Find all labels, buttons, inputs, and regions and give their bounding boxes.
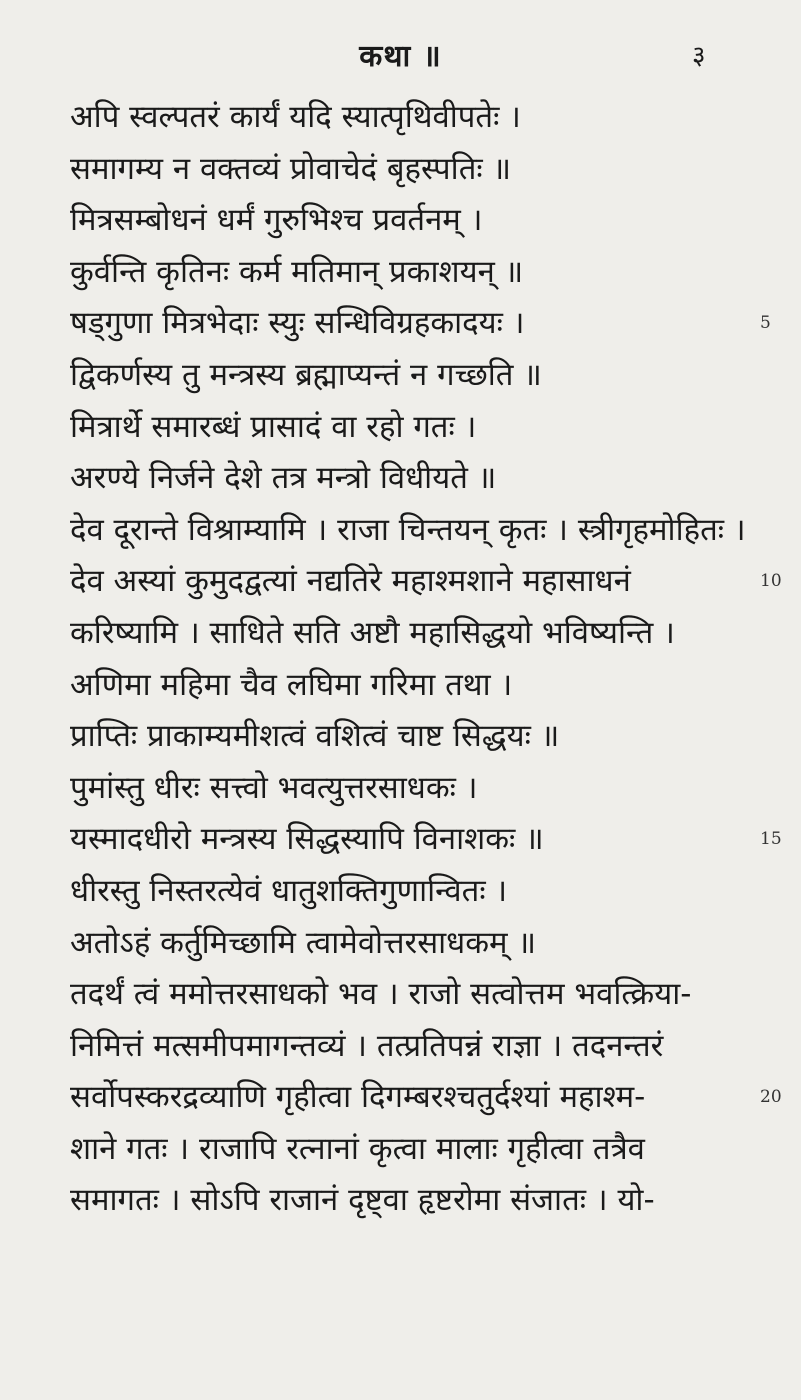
text-line: कुर्वन्ति कृतिनः कर्म मतिमान् प्रकाशयन् ॥ xyxy=(70,253,524,290)
text-line: पुमांस्तु धीरः सत्त्वो भवत्युत्तरसाधकः । xyxy=(70,769,478,806)
text-line: समागम्य न वक्तव्यं प्रोवाचेदं बृहस्पतिः ॥ xyxy=(70,150,512,187)
text-line: अतोऽहं कर्तुमिच्छामि त्वामेवोत्तरसाधकम् ॥ xyxy=(70,924,537,961)
line-number: 20 xyxy=(760,1087,782,1108)
text-line: अपि स्वल्पतरं कार्यं यदि स्यात्पृथिवीपतेः । xyxy=(70,99,521,135)
text-line: यस्मादधीरो मन्त्रस्य सिद्धस्यापि विनाशकः ॥ xyxy=(70,821,544,858)
text-line: मित्रसम्बोधनं धर्मं गुरुभिश्च प्रवर्तनम् । xyxy=(70,202,483,239)
running-title: कथा ॥ xyxy=(359,39,442,74)
line-number: 15 xyxy=(760,829,782,850)
line-number: 5 xyxy=(760,313,771,334)
text-line: करिष्यामि । साधिते सति अष्टौ महासिद्धयो भविष्यन्ति । xyxy=(70,614,675,651)
line-number: 10 xyxy=(760,571,782,592)
text-line: निमित्तं मत्समीपमागन्तव्यं । तत्प्रतिपन्नं राज्ञा । तदनन्तरं xyxy=(70,1027,664,1064)
text-line: द्विकर्णस्य तु मन्त्रस्य ब्रह्माप्यन्तं न गच्छति ॥ xyxy=(70,356,542,393)
text-line: समागतः । सोऽपि राजानं दृष्ट्वा हृष्टरोमा संजातः । यो- xyxy=(70,1182,655,1219)
text-line: देव दूरान्ते विश्राम्यामि । राजा चिन्तयन् कृतः । स्त्रीगृहमोहितः । xyxy=(70,511,746,548)
text-line: मित्रार्थे समारब्धं प्रासादं वा रहो गतः । xyxy=(70,408,477,445)
text-line: अणिमा महिमा चैव लघिमा गरिमा तथा । xyxy=(70,666,513,703)
text-line: तदर्थं त्वं ममोत्तरसाधको भव । राजो सत्वोत्तम भवत्क्रिया- xyxy=(70,976,692,1013)
text-line: धीरस्तु निस्तरत्येवं धातुशक्तिगुणान्वितः । xyxy=(70,872,508,909)
text-line: प्राप्तिः प्राकाम्यमीशत्वं वशित्वं चाष्ट सिद्धयः ॥ xyxy=(70,718,560,755)
page-number: ३ xyxy=(692,41,706,71)
body-text xyxy=(70,92,750,1227)
text-line: षड्गुणा मित्रभेदाः स्युः सन्धिविग्रहकादयः । xyxy=(70,305,525,342)
text-line: शाने गतः । राजापि रत्नानां कृत्वा मालाः गृहीत्वा तत्रैव xyxy=(70,1130,645,1167)
text-line: देव अस्यां कुमुदद्वत्यां नद्यतिरे महाश्मशाने महासाधनं xyxy=(70,563,631,600)
text-line: अरण्ये निर्जने देशे तत्र मन्त्रो विधीयते ॥ xyxy=(70,460,497,497)
text-line: सर्वोपस्करद्रव्याणि गृहीत्वा दिगम्बरश्चतुर्दश्यां महाश्म- xyxy=(70,1079,646,1116)
